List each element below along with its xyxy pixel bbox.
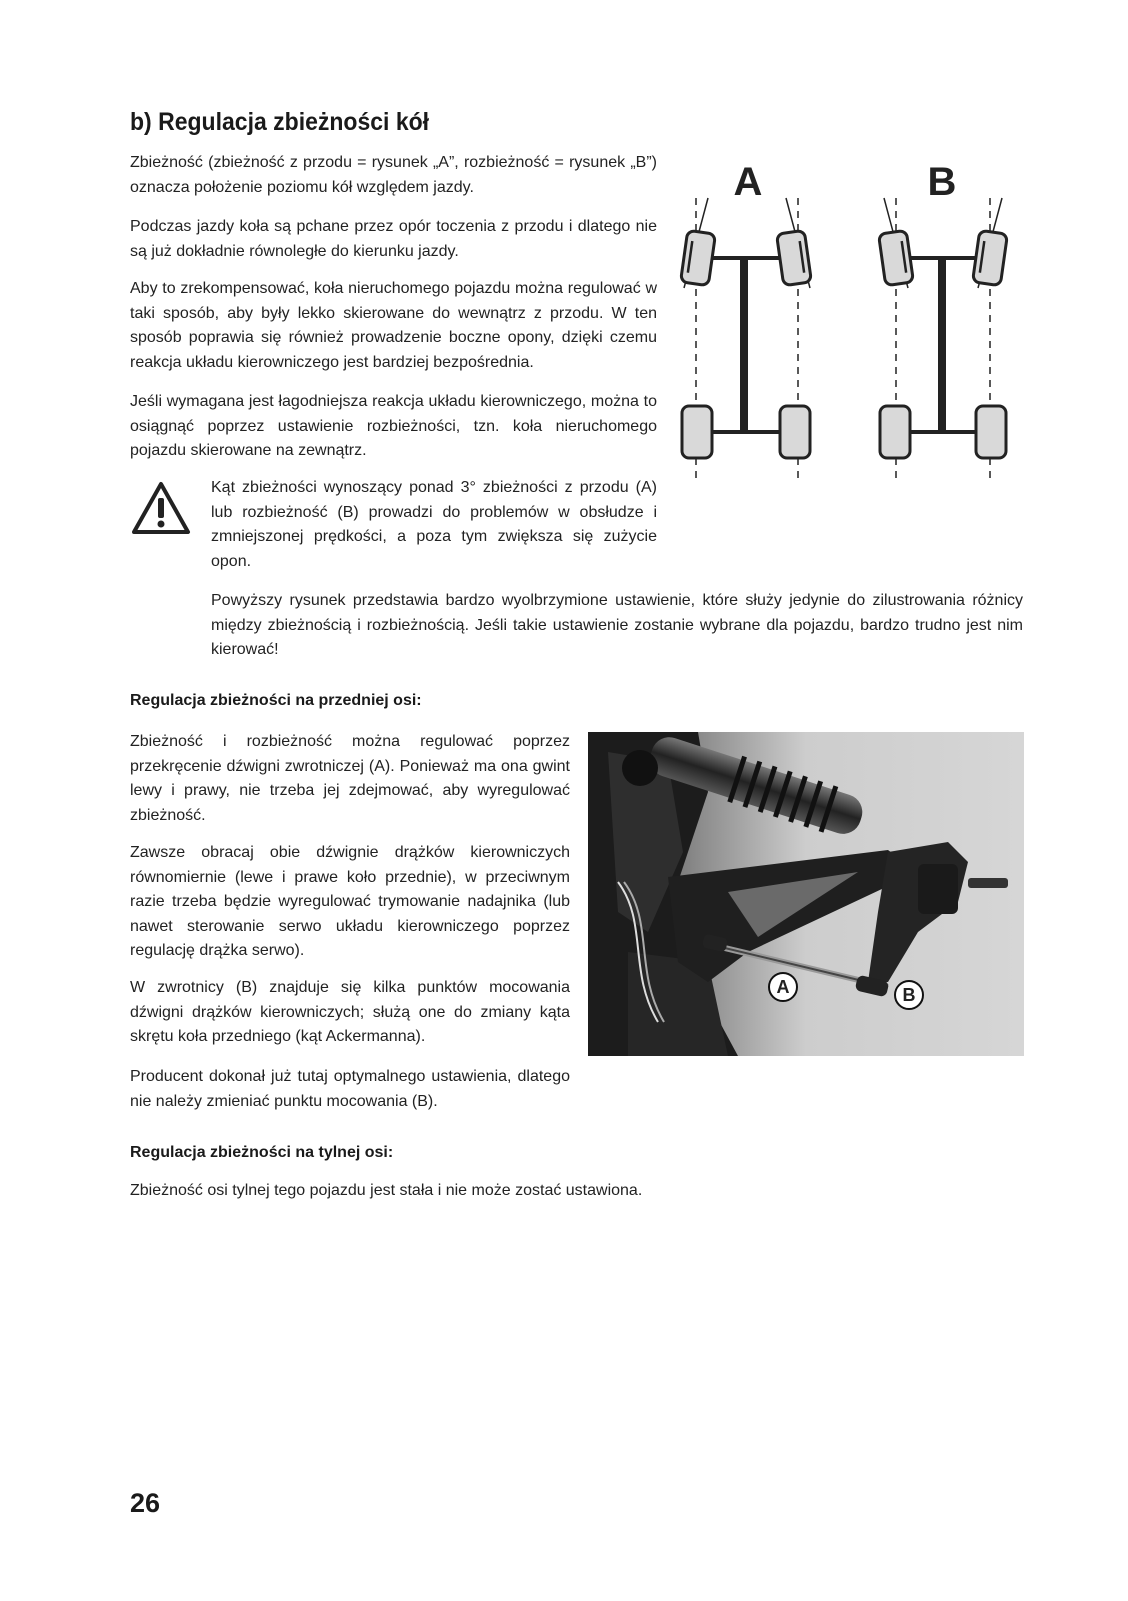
intro-paragraph-4: Jeśli wymagana jest łagodniejsza reakcja układu kierowniczego, można to osiągnąć poprzez ustawienie rozbieżności, tzn. koła nieruchomego pojazdu skierowane na zewnątrz. [130, 393, 657, 459]
front-axle-paragraph-2: Zawsze obracaj obie dźwignie drążków kierowniczych równomiernie (lewe i prawe koło przednie), w przeciwnym razie trzeba będzie wyregulować trymowanie nadajnika (lub nawet sterowanie serwo układu kierowniczego poprzez regulację drążka serwo). [130, 844, 570, 959]
photo-label-b: B [894, 980, 924, 1010]
page-number: 26 [130, 1488, 161, 1518]
front-axle-paragraph-1: Zbieżność i rozbieżność można regulować poprzez przekręcenie dźwigni zwrotniczej (A). Ponieważ ma ona gwint lewy i prawy, nie trzeba jej zdejmować, aby wyregulować zbieżność. [130, 733, 570, 824]
toe-diagram [670, 150, 1050, 490]
toe-in-car [681, 198, 812, 478]
intro-paragraph-1: Zbieżność (zbieżność z przodu = rysunek „A”, rozbieżność = rysunek „B”) oznacza położenie poziomu kół względem jazdy. [130, 154, 657, 196]
warning-text: Kąt zbieżności wynoszący ponad 3° zbieżności z przodu (A) lub rozbieżność (B) prowadzi do problemów w obsłudze i zmniejszonej prędkości, a poza tym zwiększa się zużycie opon. [211, 479, 657, 570]
diagram-label-a: A [733, 160, 763, 204]
rear-axle-heading: Regulacja zbieżności na tylnej osi: [130, 1144, 394, 1161]
front-axle-heading: Regulacja zbieżności na przedniej osi: [130, 692, 422, 709]
steering-photo [588, 732, 1024, 1056]
section-title: b) Regulacja zbieżności kół [130, 108, 430, 136]
intro-paragraph-2: Podczas jazdy koła są pchane przez opór toczenia z przodu i dlatego nie są już dokładnie równoległe do kierunku jazdy. [130, 218, 657, 260]
rear-axle-paragraph: Zbieżność osi tylnej tego pojazdu jest stała i nie może zostać ustawiona. [130, 1182, 643, 1199]
warning-triangle-icon [130, 480, 192, 536]
intro-paragraph-3: Aby to zrekompensować, koła nieruchomego pojazdu można regulować w taki sposób, aby były lekko skierowane do wewnątrz z przodu. W ten sposób poprawia się również prowadzenie boczne opony, dzięki czemu reakcja układu kierowniczego jest bardziej bezpośrednia. [130, 280, 657, 371]
toe-diagram-svg [670, 150, 1050, 490]
photo-label-a: A [768, 972, 798, 1002]
toe-out-car [879, 198, 1008, 478]
front-axle-paragraph-4: Producent dokonał już tutaj optymalnego ustawienia, dlatego nie należy zmieniać punktu mocowania (B). [130, 1068, 570, 1110]
diagram-label-b: B [927, 160, 957, 204]
front-axle-paragraph-3: W zwrotnicy (B) znajduje się kilka punktów mocowania dźwigni drążków kierowniczych; służą one do zmiany kąta skrętu koła przedniego (kąt Ackermanna). [130, 979, 570, 1045]
warning-note: Powyższy rysunek przedstawia bardzo wyolbrzymione ustawienie, które służy jedynie do zilustrowania różnicy między zbieżnością i rozbieżnością. Jeśli takie ustawienie zostanie wybrane dla pojazdu, bardzo trudno jest nim kierować! [211, 592, 1023, 658]
